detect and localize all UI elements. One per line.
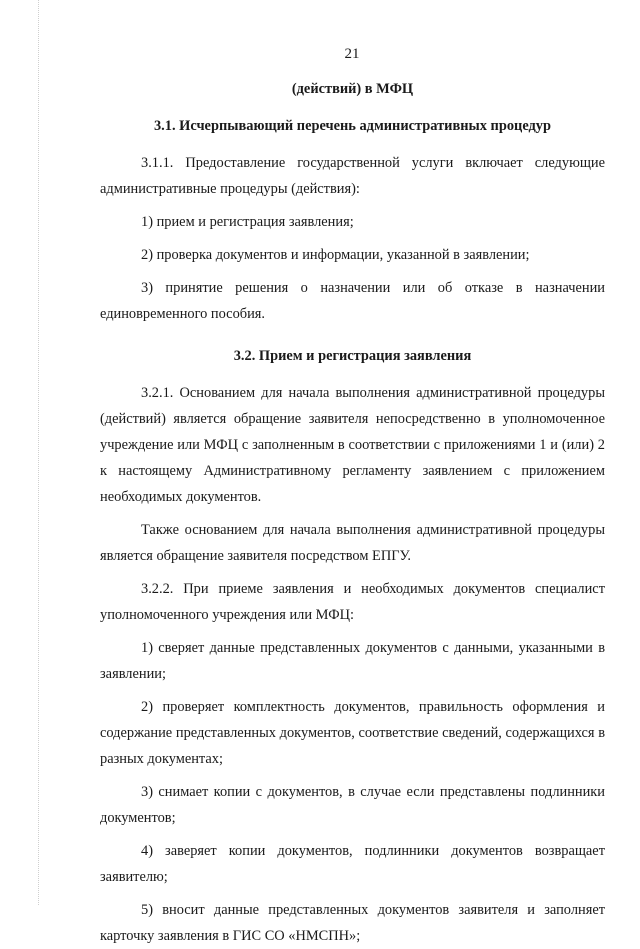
section-tail-heading: (действий) в МФЦ [291, 81, 414, 97]
section-3-1-heading: 3.1. Исчерпывающий перечень административных процедур [153, 118, 552, 134]
list-item-3-2-4: 4) заверяет копии документов, подлинники документов возвращает заявителю; [100, 843, 605, 885]
list-item-3-2-3: 3) снимает копии с документов, в случае если представлены подлинники документов; [100, 784, 605, 826]
paragraph-3-2-1: 3.2.1. Основанием для начала выполнения административной процедуры (действий) является обращение заявителя непосредственно в уполномоченное учреждение или МФЦ с заполненным в соответствии с приложениями 1 и (или) 2 к настоящему Административному регламенту заявлением с приложением необходимых документов. [100, 385, 605, 505]
section-3-2-heading: 3.2. Прием и регистрация заявления [233, 348, 472, 364]
page-number: 21 [344, 46, 360, 62]
list-item-3-1-3: 3) принятие решения о назначении или об отказе в назначении единовременного пособия. [100, 280, 605, 322]
list-item-3-1-1: 1) прием и регистрация заявления; [141, 214, 354, 230]
list-item-3-2-1: 1) сверяет данные представленных документов с данными, указанными в заявлении; [100, 640, 605, 682]
left-margin-line [38, 0, 39, 905]
paragraph-3-2-2: 3.2.2. При приеме заявления и необходимых документов специалист уполномоченного учреждения или МФЦ: [100, 581, 605, 623]
list-item-3-2-2: 2) проверяет комплектность документов, правильность оформления и содержание представленных документов, соответствие сведений, содержащихся в разных документах; [100, 699, 605, 767]
paragraph-3-1-1: 3.1.1. Предоставление государственной услуги включает следующие административные процедуры (действия): [100, 155, 605, 197]
list-item-3-1-2: 2) проверка документов и информации, указанной в заявлении; [141, 247, 530, 263]
paragraph-also: Также основанием для начала выполнения административной процедуры является обращение заявителя посредством ЕПГУ. [100, 522, 605, 564]
document-body [100, 76, 605, 949]
list-item-3-2-5: 5) вносит данные представленных документов заявителя и заполняет карточку заявления в ГИС СО «НМСПН»; [100, 902, 605, 944]
